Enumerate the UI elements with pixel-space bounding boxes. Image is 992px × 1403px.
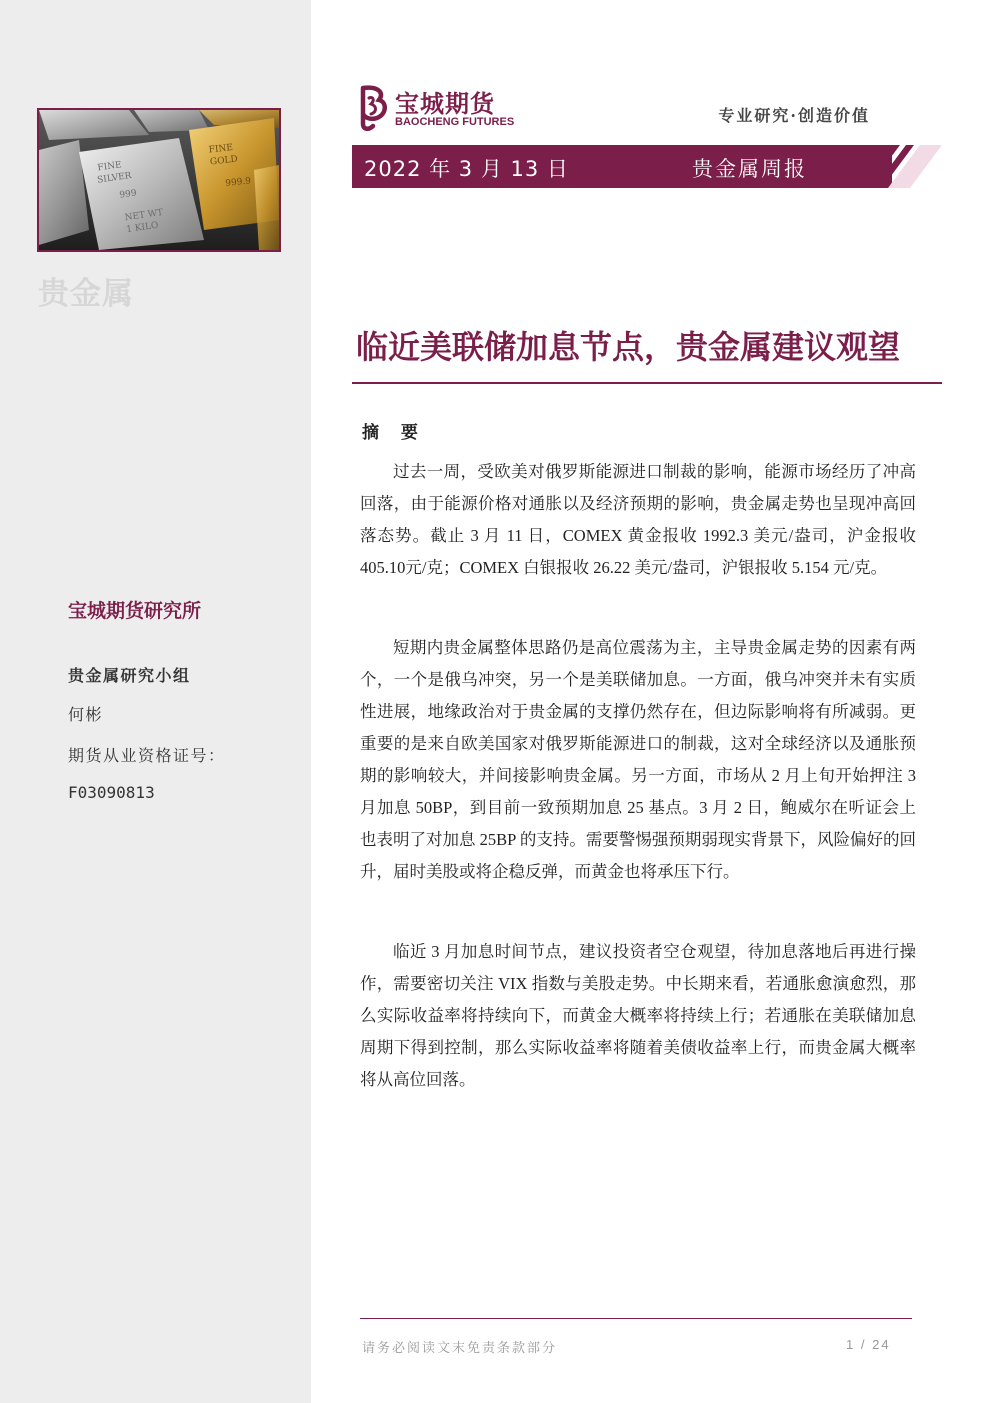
company-name-en: BAOCHENG FUTURES bbox=[395, 116, 515, 128]
author-name: 何彬 bbox=[68, 705, 104, 724]
bar-stamp-text: NET WT bbox=[124, 207, 164, 224]
abstract-paragraph: 短期内贵金属整体思路仍是高位震荡为主，主导贵金属走势的因素有两个，一个是俄乌冲突，另一个是美联储加息。一方面，俄乌冲突并未有实质性进展，地缘政治对于贵金属的支撑仍然存在，但边际影响将有所减弱。更重要的是来自欧美国家对俄罗斯能源进口的制裁，这对全球经济以及通胀预期的影响较大，并间接影响贵金属。另一方面，市场从 2 月上旬开始押注 3 月加息 50BP，到目前一致预期加息 25 基点。3 月 2 日，鲍威尔在听证会上也表明了对加息 25BP 的支持。需要警惕强预期弱现实背景下，风险偏好的回升，届时美股或将企稳反弹，而黄金也将承压下行。 bbox=[360, 638, 916, 881]
report-type: 贵金属周报 bbox=[692, 157, 807, 181]
page-total: 24 bbox=[872, 1337, 891, 1352]
research-institute: 宝城期货研究所 bbox=[68, 600, 202, 622]
page-number bbox=[846, 1337, 891, 1352]
company-logo-icon bbox=[355, 84, 391, 132]
company-logo bbox=[355, 84, 525, 134]
abstract-paragraph: 临近 3 月加息时间节点，建议投资者空仓观望，待加息落地后再进行操作，需要密切关注 VIX 指数与美股走势。中长期来看，若通胀愈演愈烈，那么实际收益率将持续向下，而黄金大概率将持续上行；若通胀在美联储加息周期下得到控制，那么实际收益率将随着美债收益率上行，而贵金属大概率将从高位回落。 bbox=[360, 942, 916, 1089]
certificate-number: F03090813 bbox=[68, 783, 155, 802]
bar-stamp-text: 999 bbox=[118, 188, 138, 201]
slogan: 专业研究·创造价值 bbox=[718, 106, 870, 125]
disclaimer-note: 请务必阅读文末免责条款部分 bbox=[362, 1341, 558, 1356]
report-banner bbox=[352, 145, 892, 188]
abstract-heading: 摘 要 bbox=[362, 423, 426, 443]
article-title: 临近美联储加息节点，贵金属建议观望 bbox=[356, 328, 901, 366]
research-group: 贵金属研究小组 bbox=[68, 666, 191, 685]
report-date: 2022 年 3 月 13 日 bbox=[364, 157, 569, 181]
bar-stamp-text: FINE bbox=[208, 143, 234, 156]
precious-metal-bars-image bbox=[37, 108, 281, 252]
report-category: 贵金属 bbox=[38, 276, 134, 312]
abstract-paragraph: 过去一周，受欧美对俄罗斯能源进口制裁的影响，能源市场经历了冲高回落，由于能源价格对通胀以及经济预期的影响，贵金属走势也呈现冲高回落态势。截止 3 月 11 日，COMEX 黄金报收 1992.3 美元/盎司，沪金报收405.10元/克；COMEX 白银报收 26.22 美元/盎司，沪银报收 5.154 元/克。 bbox=[360, 462, 916, 577]
footer-divider bbox=[360, 1318, 912, 1319]
page-separator: / bbox=[860, 1337, 867, 1352]
bar-stamp-text: FINE bbox=[96, 160, 123, 174]
sidebar bbox=[0, 0, 311, 1403]
banner-stripes-decoration bbox=[860, 145, 944, 188]
page-current: 1 bbox=[846, 1337, 856, 1352]
bar-stamp-text: GOLD bbox=[209, 154, 239, 168]
title-divider bbox=[352, 382, 942, 384]
bar-stamp-text: SILVER bbox=[96, 170, 133, 186]
bar-stamp-text: 999.9 bbox=[224, 176, 252, 189]
company-name-cn: 宝城期货 bbox=[395, 89, 495, 118]
certificate-label: 期货从业资格证号： bbox=[68, 746, 226, 765]
bar-stamp-text: 1 KILO bbox=[125, 220, 160, 236]
